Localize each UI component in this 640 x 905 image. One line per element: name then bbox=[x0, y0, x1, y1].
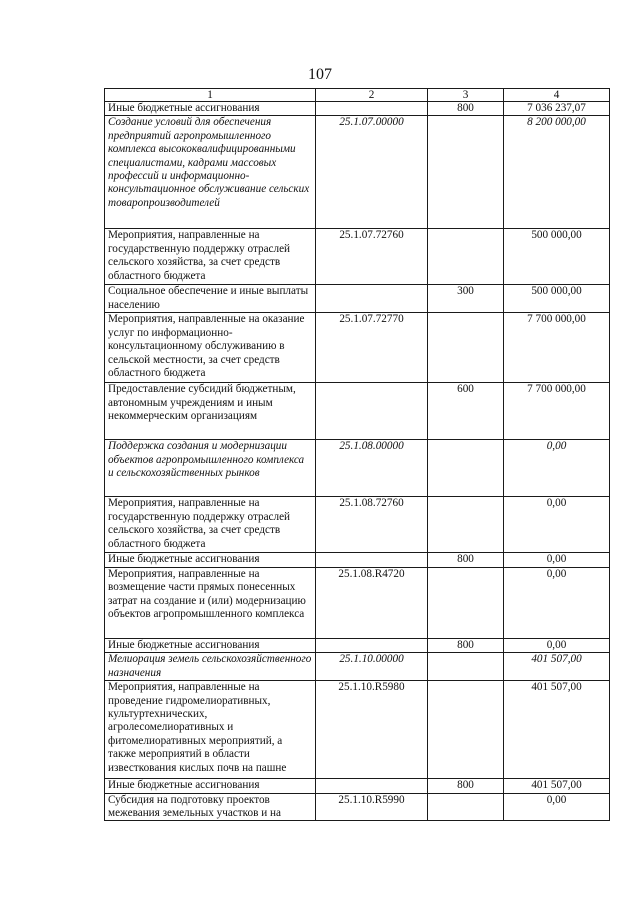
row-name-cell: Иные бюджетные ассигнования bbox=[105, 553, 316, 567]
table-row bbox=[105, 779, 610, 793]
row-type-cell bbox=[428, 313, 504, 383]
row-type-cell: 800 bbox=[428, 638, 504, 652]
row-amount-cell: 0,00 bbox=[504, 567, 610, 638]
table-row bbox=[105, 567, 610, 638]
header-cell-1: 1 bbox=[105, 89, 316, 102]
row-amount-cell: 401 507,00 bbox=[504, 653, 610, 681]
table-row bbox=[105, 229, 610, 285]
row-name-cell: Иные бюджетные ассигнования bbox=[105, 638, 316, 652]
row-code-cell: 25.1.08.72760 bbox=[316, 497, 428, 553]
row-name-cell: Создание условий для обеспечения предприятий агропромышленного комплекса высококвалифицированными специалистами, кадрами массовых профессий и информационно-консультационное обслуживание сельских товаропроизводителей bbox=[105, 116, 316, 229]
row-name-cell: Иные бюджетные ассигнования bbox=[105, 779, 316, 793]
row-type-cell bbox=[428, 681, 504, 779]
table-row bbox=[105, 497, 610, 553]
row-name-cell: Мероприятия, направленные на государственную поддержку отраслей сельского хозяйства, за счет средств областного бюджета bbox=[105, 497, 316, 553]
row-amount-cell: 500 000,00 bbox=[504, 229, 610, 285]
row-type-cell bbox=[428, 229, 504, 285]
row-name-cell: Поддержка создания и модернизации объектов агропромышленного комплекса и сельскохозяйственных рынков bbox=[105, 440, 316, 497]
row-code-cell bbox=[316, 285, 428, 313]
row-code-cell bbox=[316, 638, 428, 652]
row-amount-cell: 0,00 bbox=[504, 497, 610, 553]
row-type-cell bbox=[428, 440, 504, 497]
row-name-cell: Мелиорация земель сельскохозяйственного назначения bbox=[105, 653, 316, 681]
row-code-cell: 25.1.08.00000 bbox=[316, 440, 428, 497]
row-name-cell: Мероприятия, направленные на оказание услуг по информационно-консультационному обслуживанию в сельской местности, за счет средств областного бюджета bbox=[105, 313, 316, 383]
table-row bbox=[105, 638, 610, 652]
header-cell-3: 3 bbox=[428, 89, 504, 102]
row-name-cell: Мероприятия, направленные на проведение гидромелиоративных, культуртехнических, агролесомелиоративных и фитомелиоративных мероприятий, а также мероприятий в области известкования кислых почв на пашне bbox=[105, 681, 316, 779]
row-type-cell bbox=[428, 567, 504, 638]
row-name-cell: Предоставление субсидий бюджетным, автономным учреждениям и иным некоммерческим организациям bbox=[105, 383, 316, 440]
row-type-cell bbox=[428, 497, 504, 553]
row-type-cell: 800 bbox=[428, 779, 504, 793]
row-code-cell: 25.1.10.00000 bbox=[316, 653, 428, 681]
table-row bbox=[105, 681, 610, 779]
row-type-cell: 600 bbox=[428, 383, 504, 440]
row-code-cell bbox=[316, 553, 428, 567]
header-cell-2: 2 bbox=[316, 89, 428, 102]
row-type-cell: 800 bbox=[428, 102, 504, 116]
row-amount-cell: 0,00 bbox=[504, 793, 610, 821]
row-amount-cell: 8 200 000,00 bbox=[504, 116, 610, 229]
row-amount-cell: 0,00 bbox=[504, 440, 610, 497]
row-type-cell bbox=[428, 793, 504, 821]
row-type-cell: 800 bbox=[428, 553, 504, 567]
row-amount-cell: 401 507,00 bbox=[504, 681, 610, 779]
table-row bbox=[105, 383, 610, 440]
row-name-cell: Субсидия на подготовку проектов межевания земельных участков и на bbox=[105, 793, 316, 821]
row-amount-cell: 7 700 000,00 bbox=[504, 313, 610, 383]
row-amount-cell: 0,00 bbox=[504, 553, 610, 567]
row-name-cell: Мероприятия, направленные на возмещение части прямых понесенных затрат на создание и (или) модернизацию объектов агропромышленного комплекса bbox=[105, 567, 316, 638]
row-amount-cell: 0,00 bbox=[504, 638, 610, 652]
table-row bbox=[105, 116, 610, 229]
row-code-cell: 25.1.07.72770 bbox=[316, 313, 428, 383]
table-row bbox=[105, 793, 610, 821]
table-row bbox=[105, 553, 610, 567]
row-code-cell: 25.1.07.72760 bbox=[316, 229, 428, 285]
row-amount-cell: 7 036 237,07 bbox=[504, 102, 610, 116]
row-type-cell bbox=[428, 116, 504, 229]
row-code-cell: 25.1.10.R5980 bbox=[316, 681, 428, 779]
page-number: 107 bbox=[308, 66, 332, 83]
table-row bbox=[105, 653, 610, 681]
row-code-cell: 25.1.07.00000 bbox=[316, 116, 428, 229]
row-code-cell bbox=[316, 102, 428, 116]
row-name-cell: Мероприятия, направленные на государственную поддержку отраслей сельского хозяйства, за счет средств областного бюджета bbox=[105, 229, 316, 285]
row-amount-cell: 401 507,00 bbox=[504, 779, 610, 793]
header-cell-4: 4 bbox=[504, 89, 610, 102]
table-row bbox=[105, 102, 610, 116]
row-code-cell: 25.1.10.R5990 bbox=[316, 793, 428, 821]
budget-table bbox=[104, 88, 610, 821]
row-amount-cell: 500 000,00 bbox=[504, 285, 610, 313]
row-type-cell bbox=[428, 653, 504, 681]
row-name-cell: Иные бюджетные ассигнования bbox=[105, 102, 316, 116]
row-code-cell bbox=[316, 779, 428, 793]
table-row bbox=[105, 440, 610, 497]
table-header-row bbox=[105, 89, 610, 102]
row-code-cell bbox=[316, 383, 428, 440]
table-row bbox=[105, 313, 610, 383]
row-type-cell: 300 bbox=[428, 285, 504, 313]
row-name-cell: Социальное обеспечение и иные выплаты населению bbox=[105, 285, 316, 313]
row-amount-cell: 7 700 000,00 bbox=[504, 383, 610, 440]
table-row bbox=[105, 285, 610, 313]
row-code-cell: 25.1.08.R4720 bbox=[316, 567, 428, 638]
